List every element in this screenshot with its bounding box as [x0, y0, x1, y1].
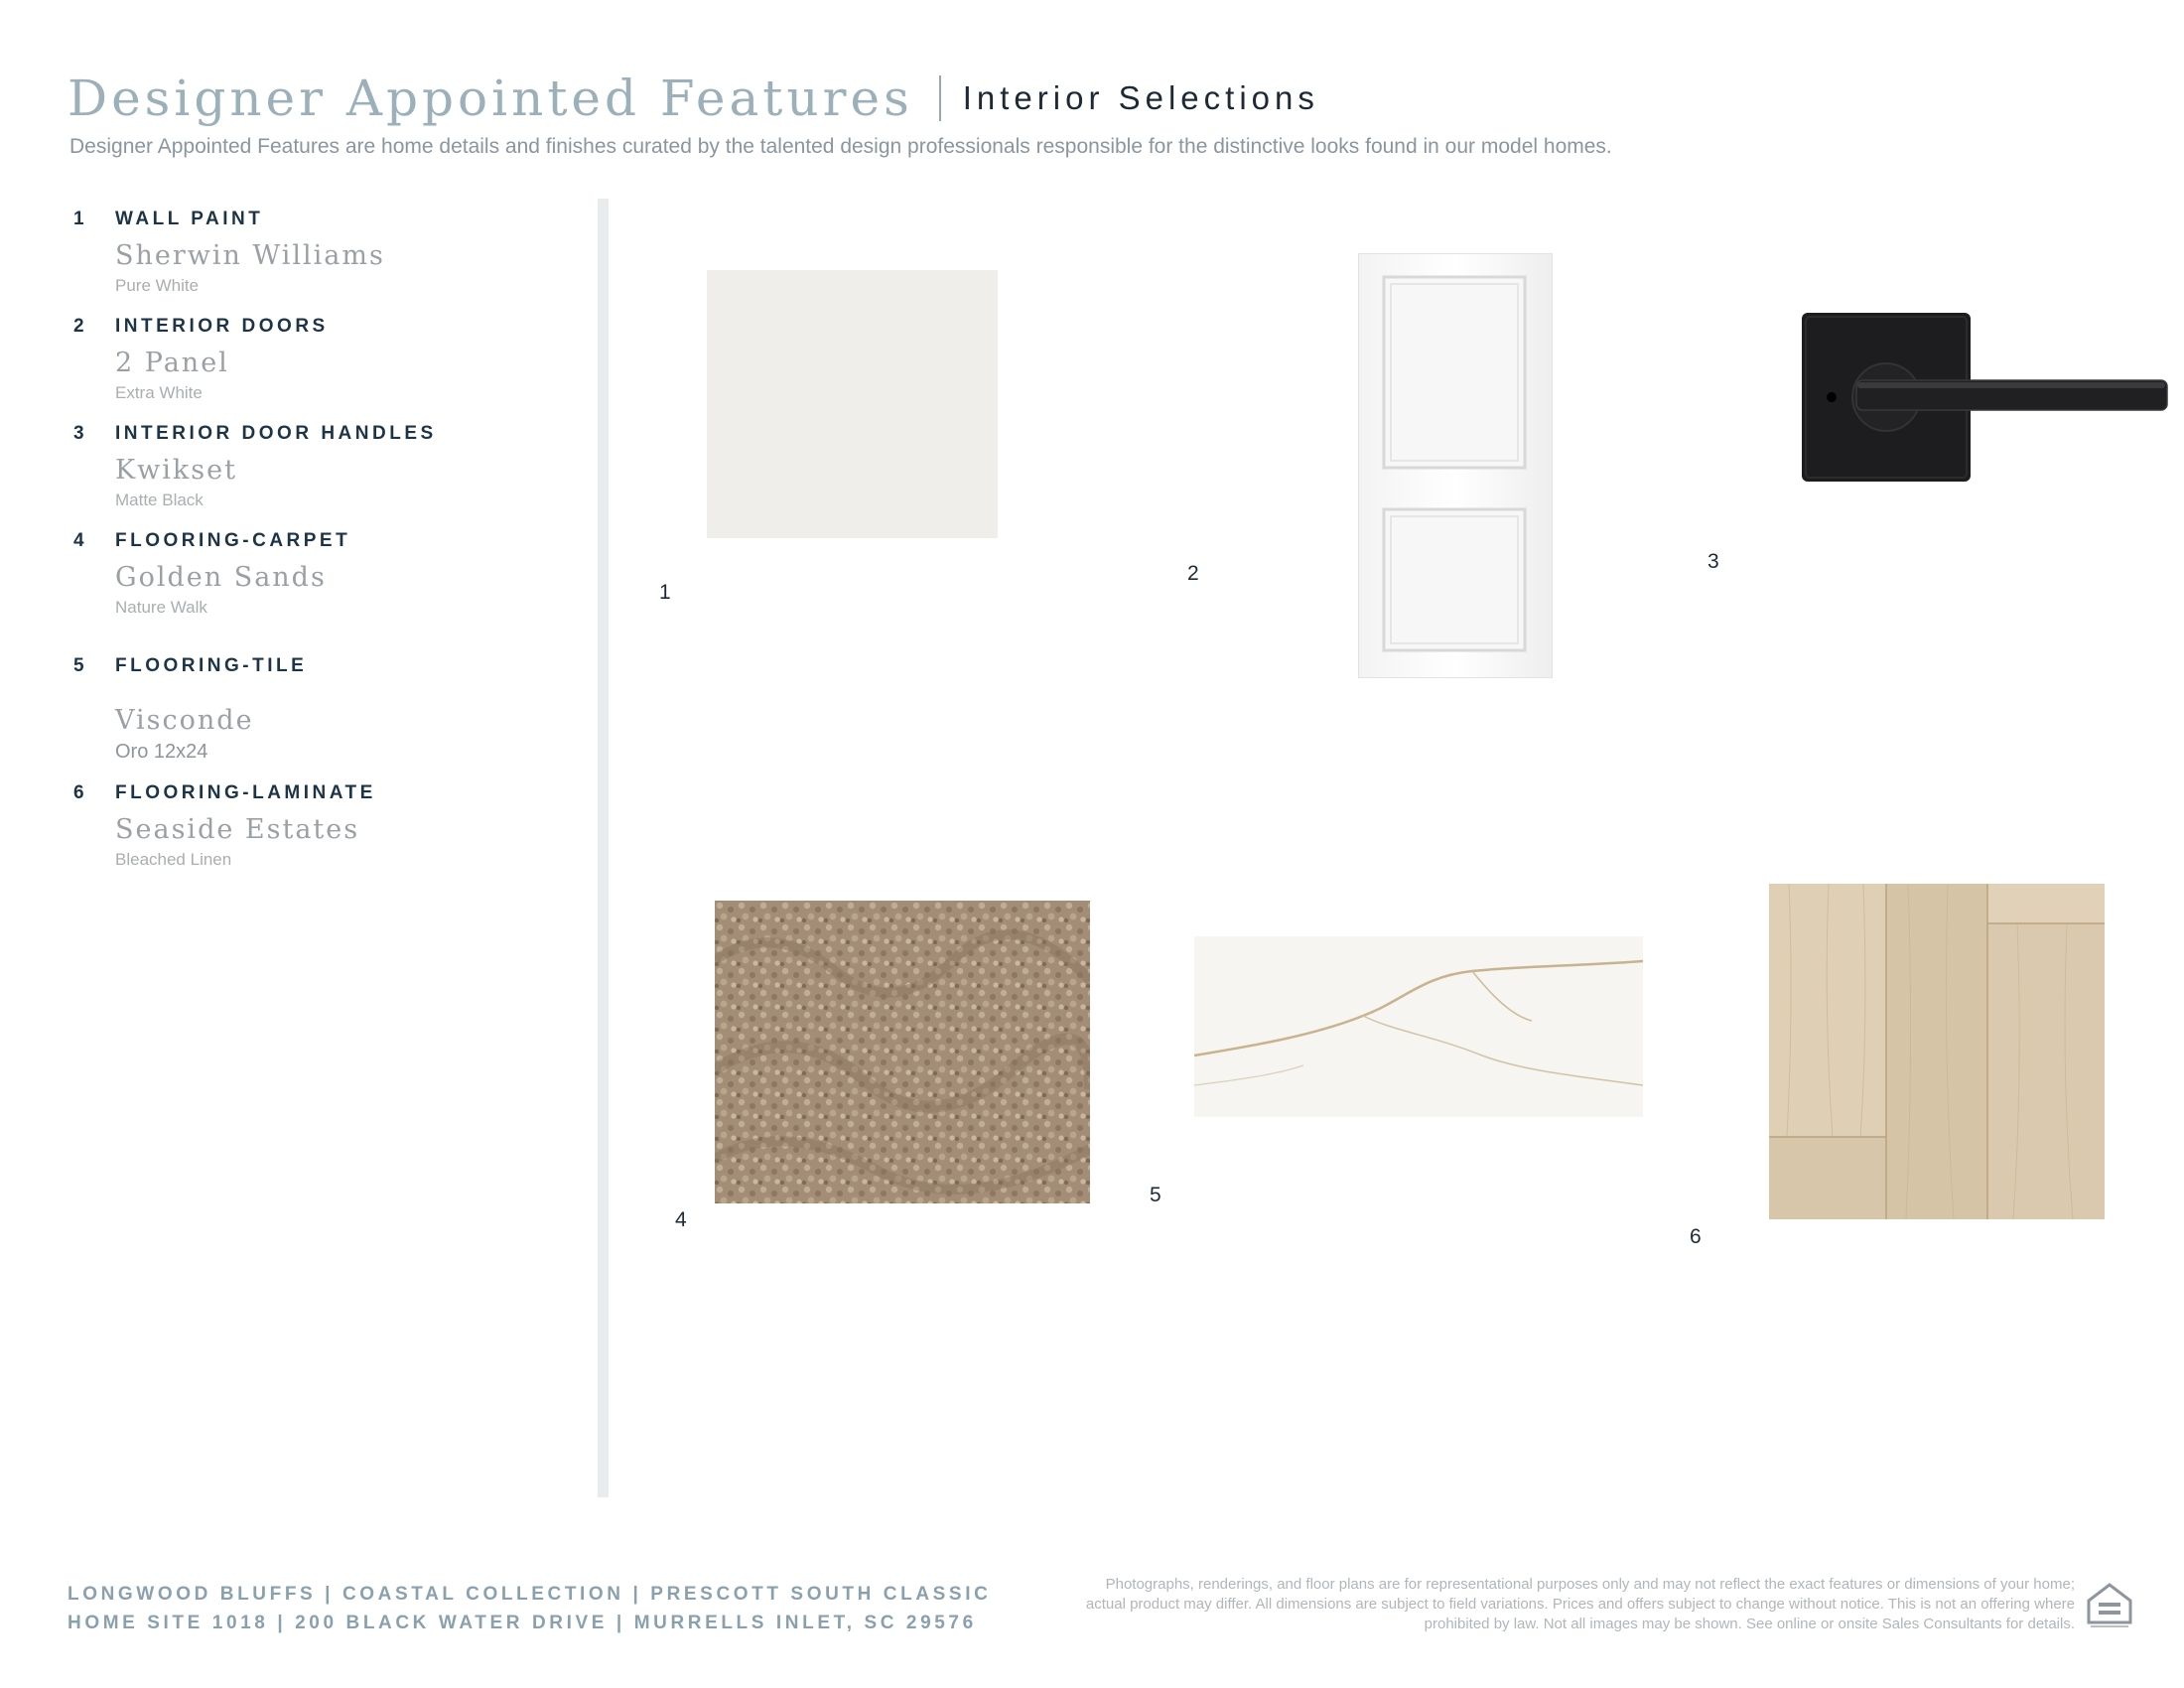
selection-category: FLOORING-TILE — [115, 655, 308, 676]
selection-brand: Seaside Estates — [115, 814, 360, 845]
door-handle-image — [1802, 313, 2169, 484]
image-number: 3 — [1707, 550, 1719, 573]
selection-color: Matte Black — [115, 491, 204, 509]
paint-swatch-image — [707, 270, 998, 538]
selection-number: 3 — [73, 423, 84, 444]
carpet-image — [715, 901, 1090, 1203]
laminate-swatch-icon — [1769, 884, 2105, 1219]
door-image — [1358, 253, 1553, 678]
footer-disclaimer: Photographs, renderings, and floor plans are for representational purposes only and may not reflect the exact features or dimensions of your home; actual product may differ. All dimensions are subject to field variations. Prices and offers subject to change without notice. This is not an offering where prohibited by law. Not all images may be shown. See online or onsite Sales Consultants for details. — [1085, 1576, 2075, 1632]
selection-category: INTERIOR DOOR HANDLES — [115, 423, 437, 444]
selection-category: WALL PAINT — [115, 209, 264, 229]
footer-address-line: HOME SITE 1018 | 200 BLACK WATER DRIVE | MURRELLS INLET, SC 29576 — [68, 1613, 977, 1633]
selection-color: Oro 12x24 — [115, 741, 208, 763]
title-divider — [939, 75, 941, 121]
selection-category: FLOORING-LAMINATE — [115, 782, 376, 803]
image-number: 5 — [1150, 1184, 1161, 1206]
selection-color: Pure White — [115, 276, 200, 295]
selection-color: Nature Walk — [115, 598, 207, 617]
selection-brand: Kwikset — [115, 455, 237, 486]
image-number: 1 — [659, 581, 671, 604]
door-handle-icon — [1802, 313, 2169, 484]
selection-number: 6 — [73, 782, 84, 803]
page-title: Designer Appointed Features — [68, 70, 913, 127]
selection-brand: Sherwin Williams — [115, 240, 385, 271]
page-header — [68, 70, 1319, 127]
tile-swatch-icon — [1194, 936, 1643, 1117]
selection-brand: Visconde — [115, 705, 254, 736]
door-panel-icon — [1358, 253, 1553, 678]
image-number: 2 — [1187, 562, 1199, 585]
selection-brand: Golden Sands — [115, 562, 327, 593]
selection-number: 5 — [73, 655, 84, 676]
equal-housing-icon — [2085, 1579, 2134, 1630]
selection-number: 2 — [73, 316, 84, 337]
selection-color: Extra White — [115, 383, 203, 402]
image-number: 4 — [675, 1208, 687, 1231]
selection-category: FLOORING-CARPET — [115, 530, 351, 551]
selection-color: Bleached Linen — [115, 850, 232, 869]
selection-brand: 2 Panel — [115, 348, 229, 378]
selection-category: INTERIOR DOORS — [115, 316, 329, 337]
laminate-image — [1769, 884, 2105, 1219]
footer-community-line: LONGWOOD BLUFFS | COASTAL COLLECTION | PRESCOTT SOUTH CLASSIC — [68, 1584, 992, 1605]
tile-image — [1194, 936, 1643, 1117]
section-title: Interior Selections — [962, 79, 1319, 116]
selection-number: 4 — [73, 530, 84, 551]
carpet-swatch-icon — [715, 901, 1090, 1203]
vertical-divider — [598, 199, 609, 1497]
image-number: 6 — [1690, 1225, 1702, 1248]
selection-number: 1 — [73, 209, 84, 229]
page-description: Designer Appointed Features are home details and finishes curated by the talented design professionals responsible for the distinctive looks found in our model homes. — [69, 135, 1612, 158]
